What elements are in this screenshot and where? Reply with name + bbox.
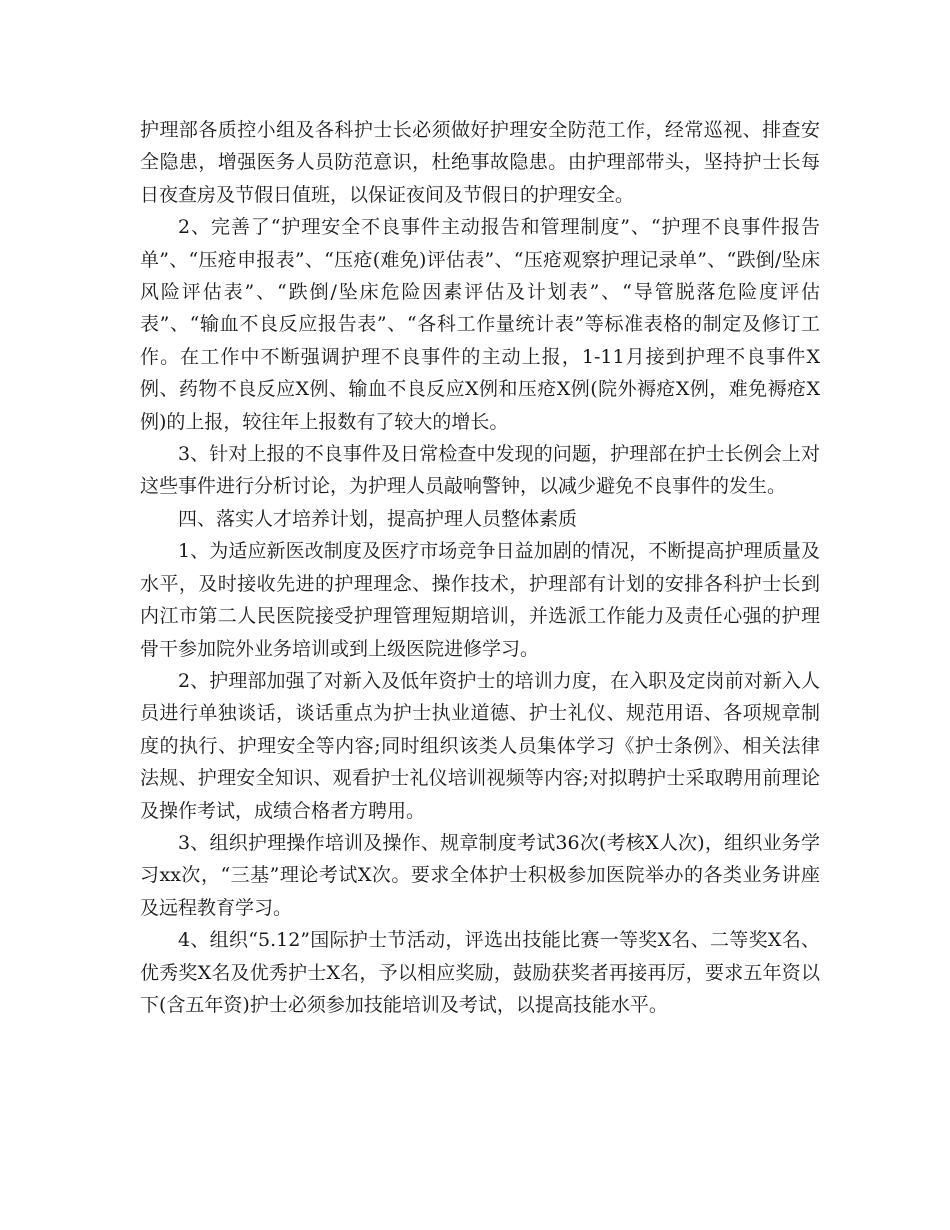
paragraph-head-nurse-training: 1、为适应新医改制度及医疗市场竞争日益加剧的情况，不断提高护理质量及水平，及时接收先进的护理理念、操作技术，护理部有计划的安排各科护士长到内江市第二人民医院接受护理管理短期培训，并选派工作能力及责任心强的护理骨干参加院外业务培训或到上级医院进修学习。 bbox=[140, 540, 820, 660]
paragraph-safety-prevention: 护理部各质控小组及各科护士长必须做好护理安全防范工作，经常巡视、排查安全隐患，增强医务人员防范意识，杜绝事故隐患。由护理部带头，坚持护士长每日夜查房及节假日值班，以保证夜间及节假日的护理安全。 bbox=[140, 119, 820, 206]
document-body bbox=[140, 114, 820, 1021]
section-heading-talent-training: 四、落实人才培养计划，提高护理人员整体素质 bbox=[178, 507, 578, 530]
paragraph-new-nurse-training: 2、护理部加强了对新入及低年资护士的培训力度，在入职及定岗前对新入人员进行单独谈话，谈话重点为护士执业道德、护士礼仪、规范用语、各项规章制度的执行、护理安全等内容;同时组织该类人员集体学习《护士条例》、相关法律法规、护理安全知识、观看护士礼仪培训视频等内容;对拟聘护士采取聘用前理论及操作考试，成绩合格者方聘用。 bbox=[140, 669, 820, 822]
paragraph-event-analysis: 3、针对上报的不良事件及日常检查中发现的问题，护理部在护士长例会上对这些事件进行分析讨论，为护理人员敲响警钟，以减少避免不良事件的发生。 bbox=[140, 443, 820, 498]
paragraph-adverse-event-forms: 2、完善了“护理安全不良事件主动报告和管理制度”、“护理不良事件报告单”、“压疮申报表”、“压疮(难免)评估表”、“压疮观察护理记录单”、“跌倒/坠床风险评估表”、“跌倒/坠床危险因素评估及计划表”、“导管脱落危险度评估表”、“输血不良反应报告表”、“各科工作量统计表”等标准表格的制定及修订工作。在工作中不断强调护理不良事件的主动上报，1-11月接到护理不良事件X例、药物不良反应X例、输血不良反应X例和压疮X例(院外褥疮X例，难免褥疮X例)的上报，较往年上报数有了较大的增长。 bbox=[140, 216, 820, 433]
paragraph-skills-exams: 3、组织护理操作培训及操作、规章制度考试36次(考核X人次)，组织业务学习xx次，“三基”理论考试X次。要求全体护士积极参加医院举办的各类业务讲座及远程教育学习。 bbox=[140, 831, 820, 919]
paragraph-nurses-day: 4、组织“5.12”国际护士节活动，评选出技能比赛一等奖X名、二等奖X名、优秀奖X名及优秀护士X名，予以相应奖励，鼓励获奖者再接再厉，要求五年资以下(含五年资)护士必须参加技能培训及考试，以提高技能水平。 bbox=[140, 929, 820, 1016]
